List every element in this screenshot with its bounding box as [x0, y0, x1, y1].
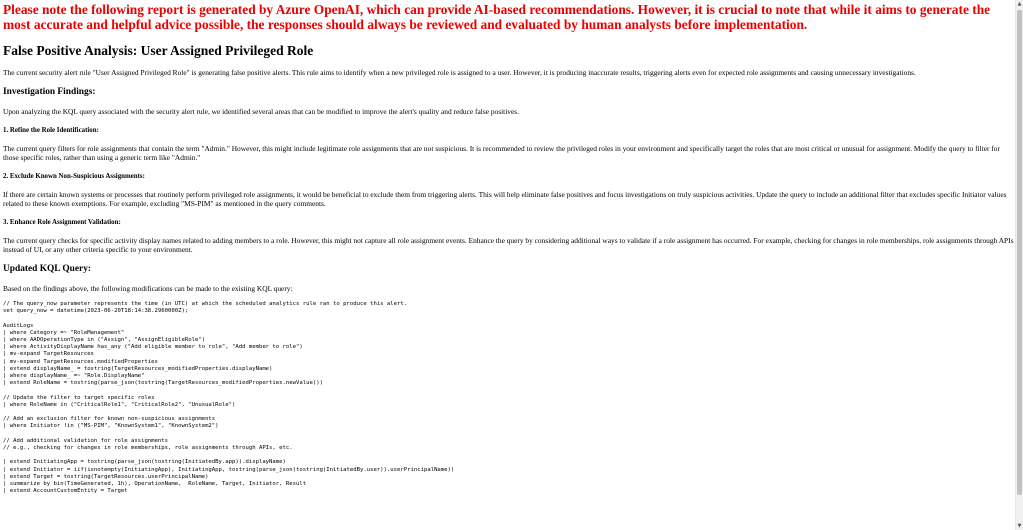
report-title: False Positive Analysis: User Assigned Privileged Role	[3, 43, 314, 58]
finding-1-text: The current query filters for role assignments that contain the term "Admin." However, this might include legitimate role assignments that are not suspicious. It is recommended to review the privileged roles in your environment and specifically target the roles that are most critical or unusual for assignment. Modify the query to filter for those specific roles, rather than using a generic term like "Admin."	[3, 144, 1000, 162]
scrollbar-thumb[interactable]	[1017, 10, 1022, 495]
ai-disclaimer-warning: Please note the following report is generated by Azure OpenAI, which can provide AI-based recommendations. However, it is crucial to note that while it aims to generate the most accurate and helpful advice possible, the responses should always be reviewed and evaluated by human analysts before implementation.	[3, 2, 991, 32]
investigation-intro: Upon analyzing the KQL query associated with the security alert rule, we identified several areas that can be modified to improve the alert's quality and reduce false positives.	[3, 107, 519, 116]
finding-2-heading: 2. Exclude Known Non-Suspicious Assignments:	[3, 173, 145, 180]
finding-1-heading: 1. Refine the Role Identification:	[3, 127, 99, 134]
finding-3-heading: 3. Enhance Role Assignment Validation:	[3, 219, 121, 226]
finding-2-text: If there are certain known systems or processes that routinely perform privileged role assignments, it would be beneficial to exclude them from triggering alerts. This will help eliminate false positives and focus investigations on truly suspicious activities. Update the query to include an additional filter that excludes specific Initiator values related to these known exemptions. For example, excluding "MS-PIM" as mentioned in the query comments.	[3, 190, 1007, 208]
kql-code-block: // The query_now parameter represents the time (in UTC) at which the scheduled analytics rule ran to produce this alert. set query_now = datetime(2023-06-20T18:14:38.2960000Z); AuditLogs | where Category =~ "RoleManagement" | where AADOperationType in ("Assign", "AssignEligibleRole") | where ActivityDisplayName has_any ("Add eligible member to role", "Add member to role") | mv-expand TargetResources | mv-expand TargetResources.modifiedProperties | extend displayName_ = tostring(TargetResources_modifiedProperties.displayName) | where displayName_ =~ "Role.DisplayName" | extend RoleName = tostring(parse_json(tostring(TargetResources_modifiedProperties.newValue))) // Update the filter to target specific roles | where RoleName in ("CriticalRole1", "CriticalRole2", "UnusualRole") // Add an exclusion filter for known non-suspicious assignments | where Initiator !in ("MS-PIM", "KnownSystem1", "KnownSystem2") // Add additional validation for role assignments // e.g., checking for changes in role memberships, role assignments through APIs, etc. | extend InitiatingApp = tostring(parse_json(tostring(InitiatedBy.app)).displayName) | extend Initiator = iif(isnotempty(InitiatingApp), InitiatingApp, tostring(parse_json(tostring(InitiatedBy.user)).userPrincipalName)) | extend Target = tostring(TargetResources.userPrincipalName) | summarize by bin(TimeGenerated, 1h), OperationName, RoleName, Target, Initiator, Result | extend AccountCustomEntity = Target	[3, 301, 455, 495]
finding-3-text: The current query checks for specific activity display names related to adding members to a role. However, this might not capture all role assignment events. Enhance the query by considering additional ways to validate if a role assignment has occurred. For example, checking for changes in role memberships, role assignments through APIs instead of UI, or any other criteria specific to your environment.	[3, 236, 1014, 254]
scroll-down-arrow-icon[interactable]: ▼	[1017, 523, 1022, 529]
scroll-up-arrow-icon[interactable]: ▲	[1017, 1, 1022, 7]
kql-heading: Updated KQL Query:	[3, 264, 92, 274]
investigation-heading: Investigation Findings:	[3, 87, 96, 97]
kql-intro: Based on the findings above, the following modifications can be made to the existing KQL query:	[3, 284, 293, 293]
vertical-scrollbar[interactable]	[1015, 0, 1023, 530]
report-intro: The current security alert rule "User Assigned Privileged Role" is generating false positive alerts. This rule aims to identify when a new privileged role is assigned to a user. However, it is producing inaccurate results, triggering alerts even for expected role assignments and causing unnecessary investigations.	[3, 68, 916, 77]
